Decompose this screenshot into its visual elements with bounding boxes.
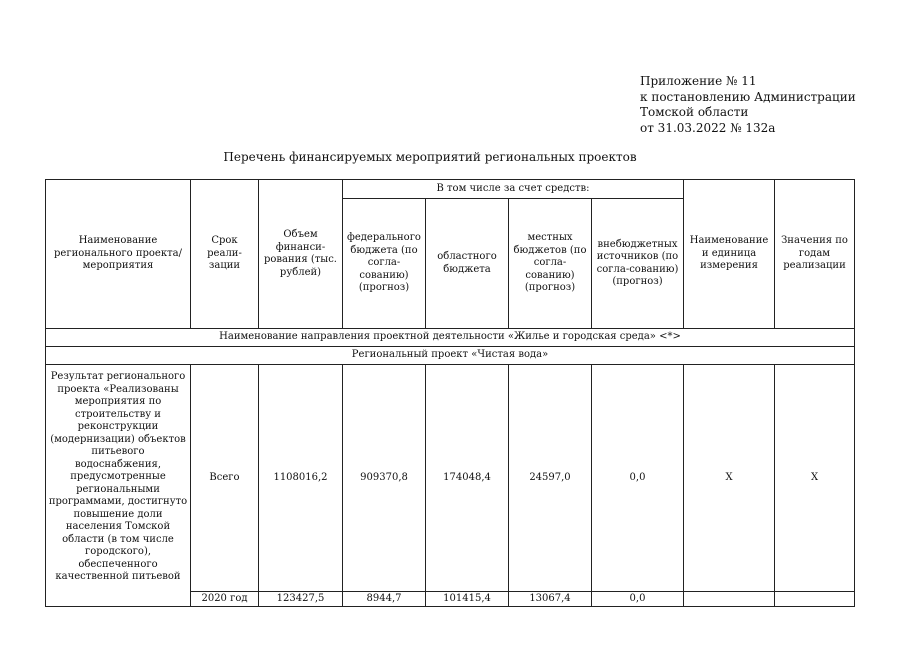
cell-term: 2020 год	[191, 592, 259, 607]
document-title: Перечень финансируемых мероприятий региональных проектов	[223, 150, 637, 164]
header-federal: федерального бюджета (по согла-сованию) (прогноз)	[343, 199, 426, 329]
table-row	[46, 365, 855, 592]
header-term: Срок реали-зации	[191, 180, 259, 329]
section-row-project	[46, 347, 855, 365]
header-row-top	[46, 180, 855, 199]
cell-federal: 8944,7	[343, 592, 426, 607]
cell-offbudget: 0,0	[592, 592, 684, 607]
result-description: Результат регионального проекта «Реализованы мероприятия по строительству и реконструкции (модернизации) объектов питьевого водоснабжения, предусмотренные региональными программами, достигнуто повышение доли населения Томской области (в том числе городского), обеспеченного качественной питьевой	[46, 365, 191, 607]
cell-local: 24597,0	[509, 365, 592, 592]
section-direction: Наименование направления проектной деятельности «Жилье и городская среда» <*>	[46, 329, 855, 347]
section-row-direction	[46, 329, 855, 347]
cell-regional: 101415,4	[426, 592, 509, 607]
cell-federal: 909370,8	[343, 365, 426, 592]
cell-unit: X	[684, 365, 775, 592]
appendix-block	[640, 74, 856, 136]
header-volume: Объем финанси-рования (тыс. рублей)	[259, 180, 343, 329]
header-offbudget: внебюджетных источников (по согла-сованию) (прогноз)	[592, 199, 684, 329]
projects-table	[45, 179, 855, 607]
cell-local: 13067,4	[509, 592, 592, 607]
cell-volume: 123427,5	[259, 592, 343, 607]
page-bottom-edge	[0, 607, 905, 647]
cell-term: Всего	[191, 365, 259, 592]
section-project: Региональный проект «Чистая вода»	[46, 347, 855, 365]
appendix-number: Приложение № 11	[640, 74, 757, 88]
header-regional: областного бюджета	[426, 199, 509, 329]
header-local: местных бюджетов (по согла-сованию) (прогноз)	[509, 199, 592, 329]
cell-values	[775, 592, 855, 607]
appendix-resolution: к постановлению Администрации	[640, 89, 856, 104]
appendix-region: Томской области	[640, 105, 749, 119]
header-sources-group: В том числе за счет средств:	[343, 180, 684, 199]
cell-regional: 174048,4	[426, 365, 509, 592]
header-unit: Наименование и единица измерения	[684, 180, 775, 329]
cell-volume: 1108016,2	[259, 365, 343, 592]
header-name: Наименование регионального проекта/ мероприятия	[46, 180, 191, 329]
cell-offbudget: 0,0	[592, 365, 684, 592]
cell-unit	[684, 592, 775, 607]
header-values: Значения по годам реализации	[775, 180, 855, 329]
appendix-date: от 31.03.2022 № 132а	[640, 120, 776, 135]
cell-values: X	[775, 365, 855, 592]
